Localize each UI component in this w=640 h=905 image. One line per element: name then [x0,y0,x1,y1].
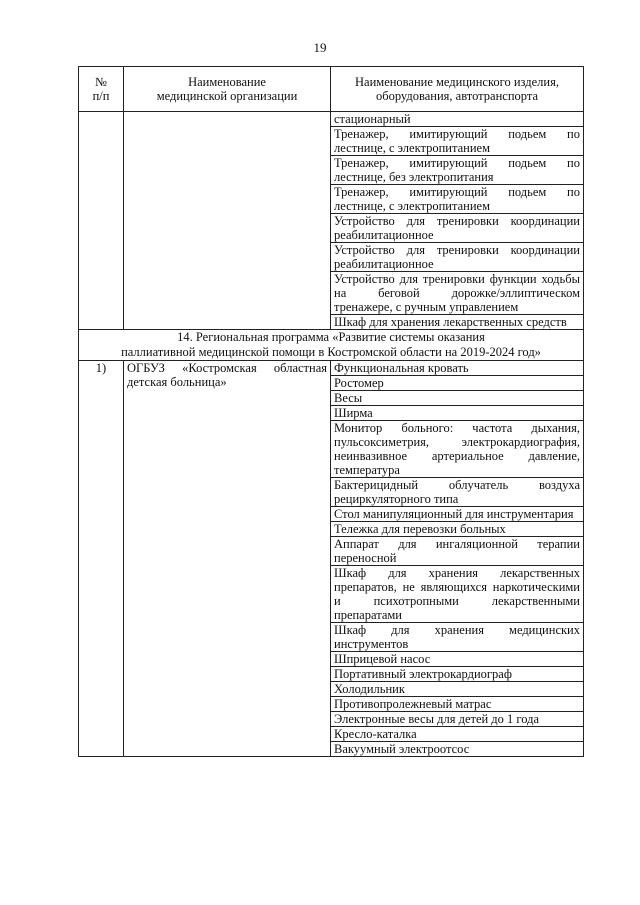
organization-name: ОГБУЗ «Костромская областная детская больница» [124,361,331,757]
empty-org-cell [124,112,331,330]
table-header-row [79,67,584,112]
equipment-cell: Тренажер, имитирующий подьем по лестнице, с электропитанием [331,127,584,156]
empty-num-cell [79,112,124,330]
equipment-cell: Тренажер, имитирующий подьем по лестнице, с электропитанием [331,185,584,214]
equipment-cell: Шкаф для хранения лекарственных препаратов, не являющихся наркотическими и психотропными лекарственными препаратами [331,566,584,623]
header-equipment: Наименование медицинского изделия, оборудования, автотранспорта [331,67,584,112]
equipment-cell: Устройство для тренировки функции ходьбы на беговой дорожке/эллиптическом тренажере, с ручным управлением [331,272,584,315]
equipment-cell: Вакуумный электроотсос [331,742,584,757]
section-title-line: 14. Региональная программа «Развитие системы оказания [177,330,485,344]
equipment-cell: Функциональная кровать [331,361,584,376]
equipment-cell: Бактерицидный облучатель воздуха рециркуляторного типа [331,478,584,507]
equipment-cell: Кресло-каталка [331,727,584,742]
header-organization: Наименование медицинской организации [124,67,331,112]
equipment-cell: Устройство для тренировки координации реабилитационное [331,214,584,243]
equipment-cell: Противопролежневый матрас [331,697,584,712]
equipment-cell: Шкаф для хранения лекарственных средств [331,315,584,330]
equipment-cell: Шприцевой насос [331,652,584,667]
table-row [79,361,584,376]
equipment-cell: Тележка для перевозки больных [331,522,584,537]
header-num: № п/п [79,67,124,112]
equipment-cell: Весы [331,391,584,406]
equipment-cell: Холодильник [331,682,584,697]
equipment-cell: Устройство для тренировки координации реабилитационное [331,243,584,272]
equipment-cell: Ширма [331,406,584,421]
equipment-cell: Монитор больного: частота дыхания, пульсоксиметрия, электрокардиография, неинвазивное артериальное давление, температура [331,421,584,478]
equipment-cell: Тренажер, имитирующий подьем по лестнице, без электропитания [331,156,584,185]
equipment-cell: Шкаф для хранения медицинских инструментов [331,623,584,652]
equipment-cell: Электронные весы для детей до 1 года [331,712,584,727]
equipment-cell: Аппарат для ингаляционной терапии переносной [331,537,584,566]
equipment-cell: Портативный электрокардиограф [331,667,584,682]
row-number: 1) [79,361,124,757]
equipment-table [78,66,584,757]
section-title [79,330,584,361]
equipment-cell: Стол манипуляционный для инструментария [331,507,584,522]
section-row [79,330,584,361]
equipment-cell: стационарный [331,112,584,127]
equipment-cell: Ростомер [331,376,584,391]
page-number: 19 [313,40,327,55]
section-title-line: паллиативной медицинской помощи в Костромской области на 2019-2024 год» [121,345,541,359]
table-row [79,112,584,127]
